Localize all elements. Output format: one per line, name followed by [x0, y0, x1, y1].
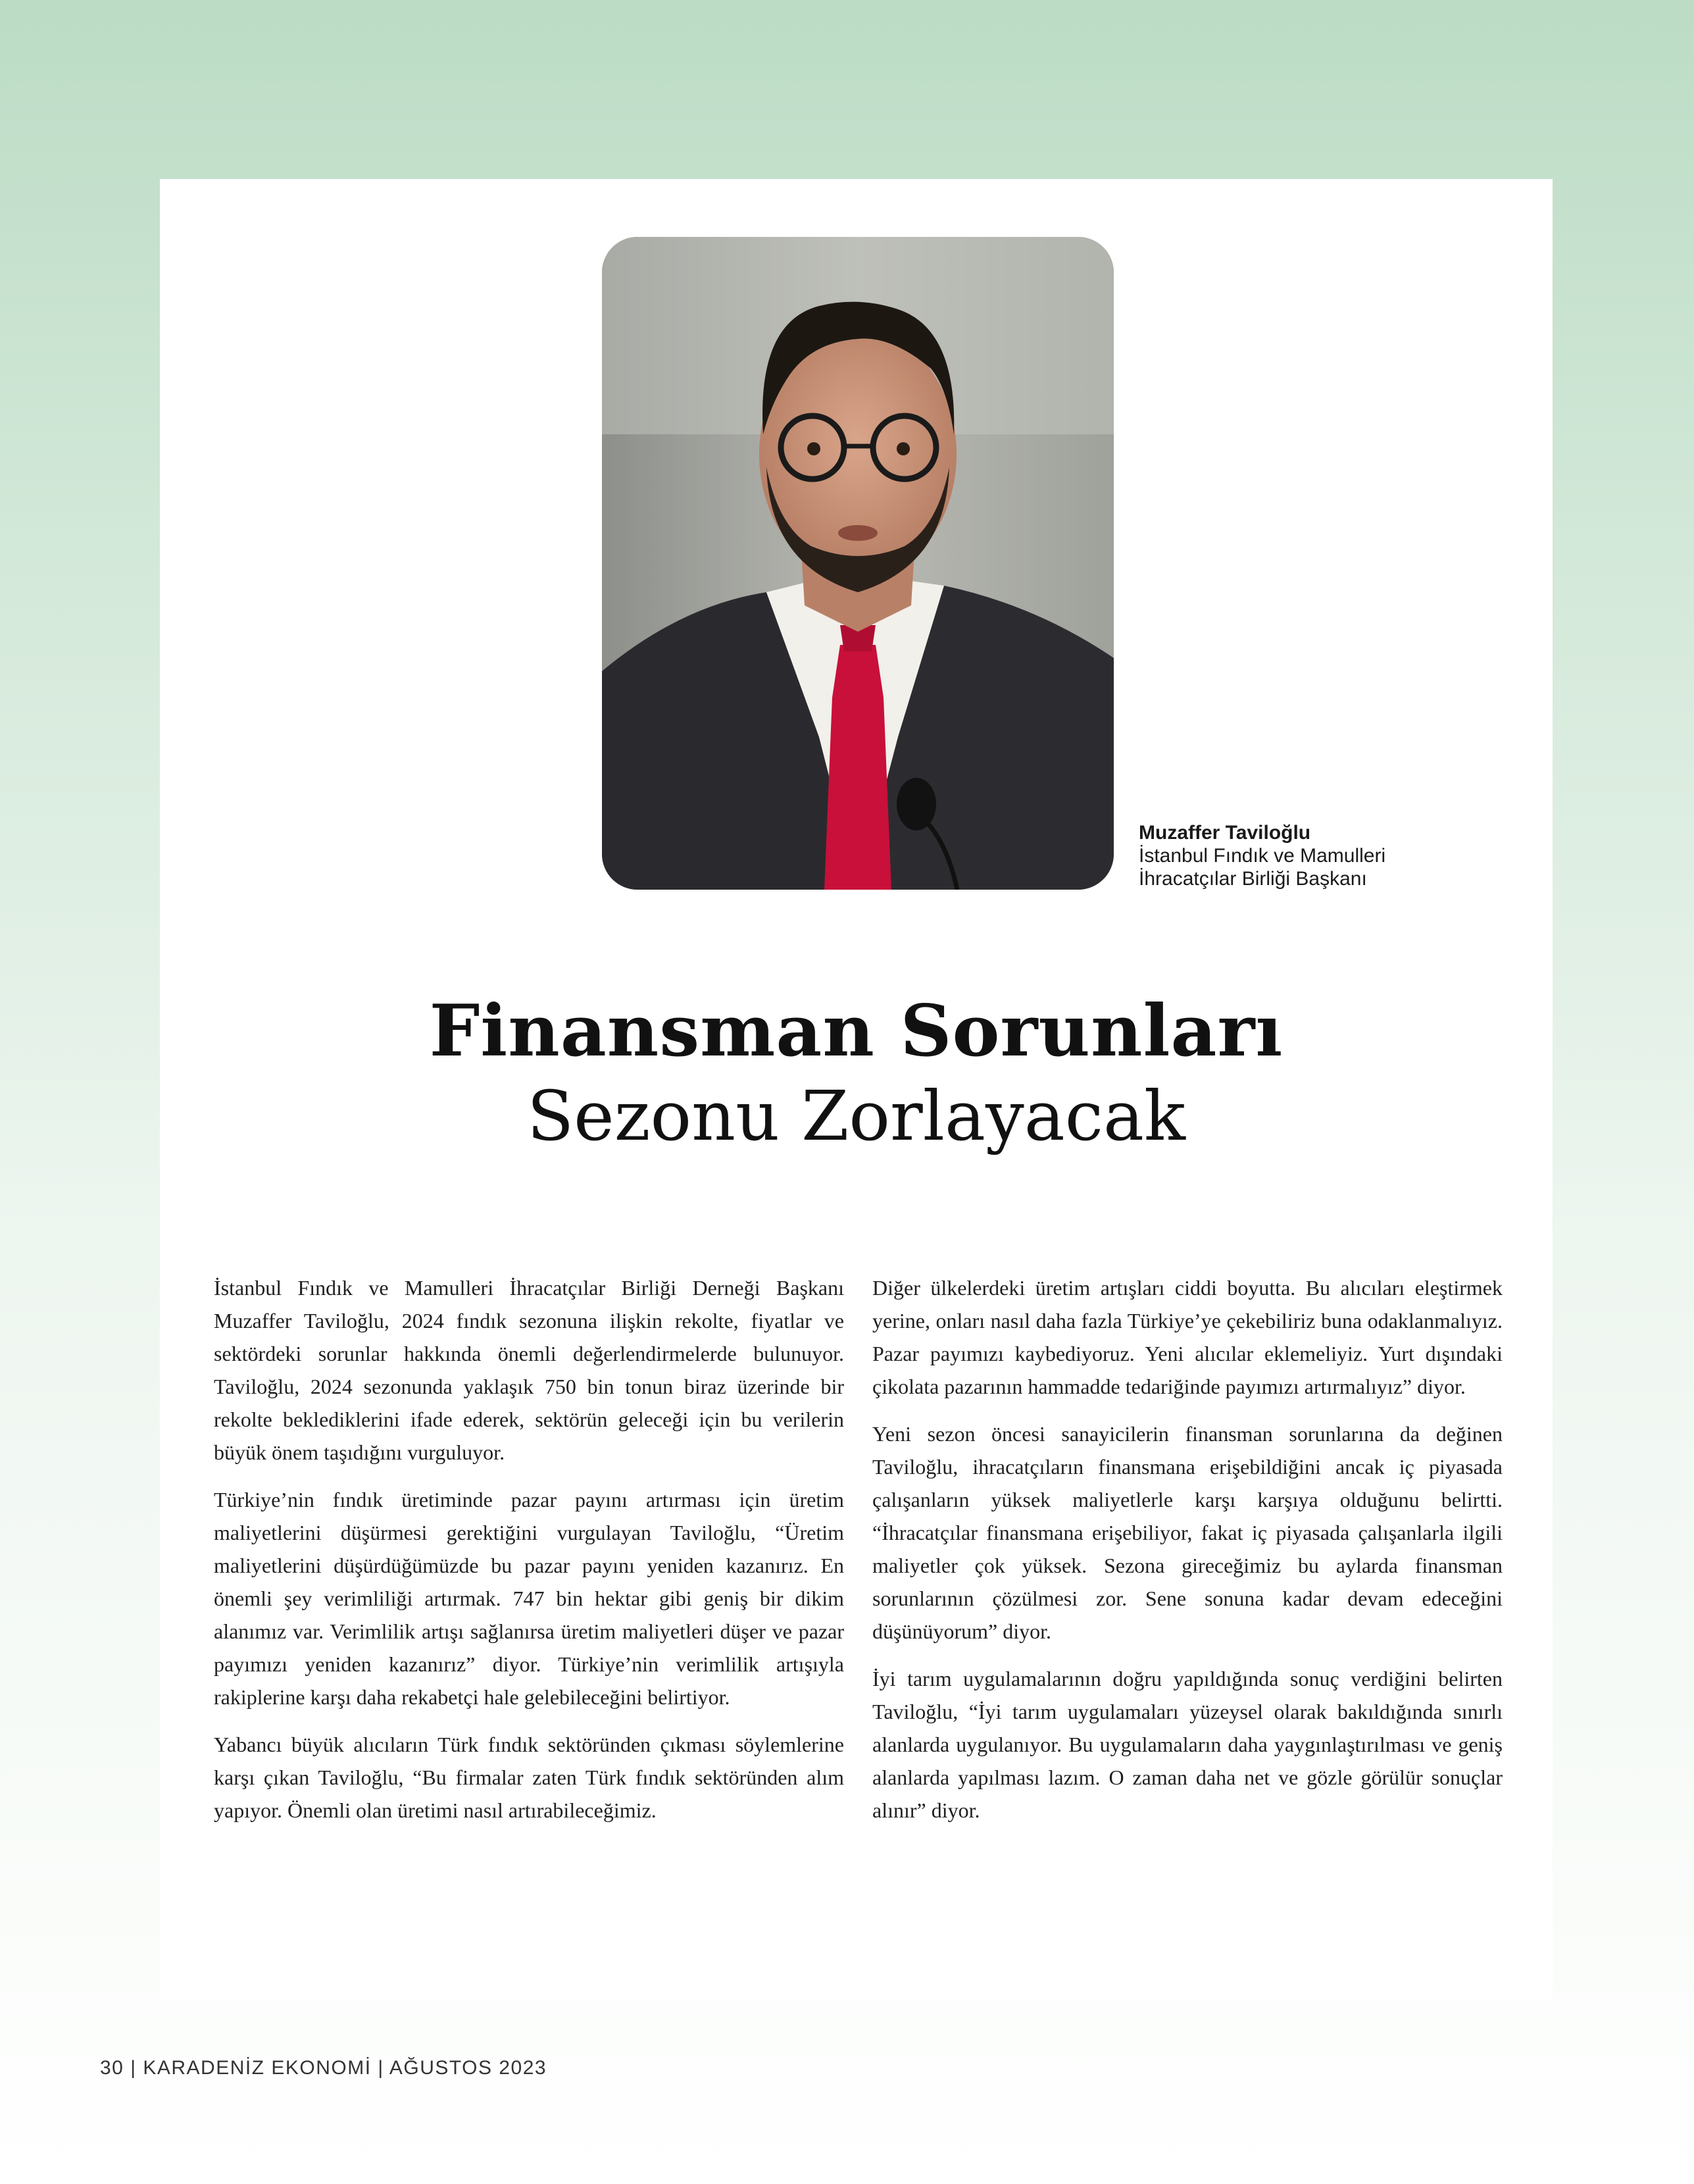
paragraph: İyi tarım uygulamalarının doğru yapıldığında sonuç verdiğini belirten Taviloğlu, “İyi tarım uygulamaları yüzeysel olarak bakıldığında sınırlı alanlarda uygulanıyor. Bu uygulamaların daha yaygınlaştırılması ve geniş alanlarda yapılması lazım. O zaman daha net ve gözle görülür sonuçlar alınır” diyor. — [872, 1667, 1503, 1822]
portrait-illustration — [602, 237, 1114, 890]
caption-role-line2: İhracatçılar Birliği Başkanı — [1139, 868, 1367, 890]
title-line1: Finansman Sorunları — [429, 990, 1283, 1073]
paragraph: Yeni sezon öncesi sanayicilerin finansman sorunlarına da değinen Taviloğlu, ihracatçıların finansmana erişebildiğini ancak iç piyasada çalışanların yüksek maliyetlerle karşı karşıya olduğunu belirtti. “İhracatçılar finansmana erişebiliyor, fakat iç piyasada çalışanlarla ilgili maliyetler çok yüksek. Sezona gireceğimiz bu aylarda finansman sorunlarının çözülmesi zor. Sene sonuna kadar devam edeceğini düşünüyorum” diyor. — [872, 1422, 1503, 1643]
paragraph: Türkiye’nin fındık üretiminde pazar payını artırması için üretim maliyetlerini düşürmesi gerektiğini vurgulayan Taviloğlu, “Üretim maliyetlerini düşürdüğümüzde bu pazar payını yeniden kazanırız. En önemli şey verimliliği artırmak. 747 bin hektar gibi geniş bir dikim alanımız var. Verimlilik artışı sağlanırsa üretim maliyetleri düşer ve pazar payımızı yeniden kazanırız” diyor. Türkiye’nin verimlilik artışıyla rakiplerine karşı daha rekabetçi hale gelebileceğini belirtiyor. — [214, 1488, 844, 1709]
title-line2: Sezonu Zorlayacak — [526, 1076, 1186, 1156]
page-footer: 30 | KARADENİZ EKONOMİ | AĞUSTOS 2023 — [100, 2057, 547, 2079]
article-column-right — [872, 1271, 1503, 1841]
caption-name: Muzaffer Taviloğlu — [1139, 822, 1311, 844]
caption-role-line1: İstanbul Fındık ve Mamulleri — [1139, 845, 1386, 867]
portrait-photo — [602, 237, 1114, 890]
article-column-left — [214, 1271, 844, 1841]
photo-caption — [1139, 821, 1507, 890]
paragraph: Diğer ülkelerdeki üretim artışları ciddi boyutta. Bu alıcıları eleştirmek yerine, onları nasıl daha fazla Türkiye’ye çekebiliriz buna odaklanmalıyız. Pazar payımızı kaybediyoruz. Yeni alıcılar eklemeliyiz. Yurt dışındaki çikolata pazarının hammadde tedariğinde payımızı artırmalıyız” diyor. — [872, 1276, 1503, 1398]
paragraph: Yabancı büyük alıcıların Türk fındık sektöründen çıkması söylemlerine karşı çıkan Taviloğlu, “Bu firmalar zaten Türk fındık sektöründen alım yapıyor. Önemli olan üretimi nasıl artırabileceğimiz. — [214, 1733, 844, 1822]
paragraph: İstanbul Fındık ve Mamulleri İhracatçılar Birliği Derneği Başkanı Muzaffer Taviloğlu, 2024 fındık sezonuna ilişkin rekolte, fiyatlar ve sektördeki sorunlar hakkında önemli değerlendirmelerde bulunuyor. Taviloğlu, 2024 sezonunda yaklaşık 750 bin tonun biraz üzerinde bir rekolte beklediklerini ifade ederek, sektörün geleceği için bu verilerin büyük önem taşıdığını vurguluyor. — [214, 1276, 844, 1464]
article-card — [160, 179, 1553, 2000]
article-title — [160, 988, 1553, 1158]
